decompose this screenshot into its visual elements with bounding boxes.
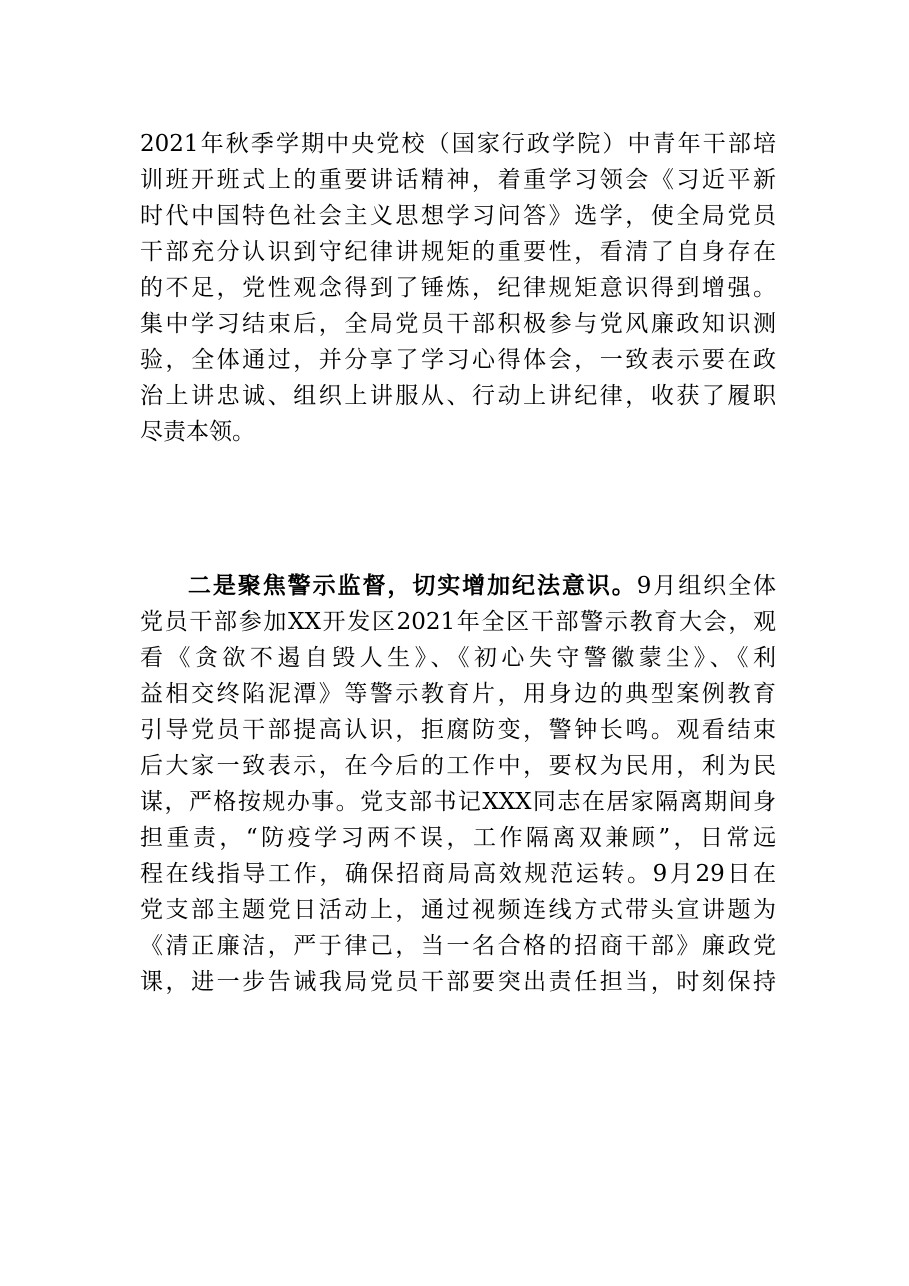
text-line: 看《贪欲不遏自毁人生》、《初心失守警徽蒙尘》、《利 bbox=[140, 645, 776, 671]
text-line: 益相交终陷泥潭》等警示教育片，用身边的典型案例教育 bbox=[140, 681, 776, 707]
text-line: 谋，严格按规办事。党支部书记XXX同志在居家隔离期间身 bbox=[140, 789, 776, 815]
text-line: 尽责本领。 bbox=[140, 419, 255, 445]
text-line: 后大家一致表示，在今后的工作中，要权为民用，利为民 bbox=[140, 753, 776, 779]
text-line: 党支部主题党日活动上，通过视频连线方式带头宣讲题为 bbox=[140, 897, 776, 923]
paragraph-2 bbox=[140, 568, 776, 1000]
text-line: 治上讲忠诚、组织上讲服从、行动上讲纪律，收获了履职 bbox=[140, 383, 776, 409]
text-line: 程在线指导工作，确保招商局高效规范运转。9月29日在 bbox=[140, 861, 776, 887]
heading-continuation: 9月组织全体 bbox=[636, 573, 776, 599]
text-line: 干部充分认识到守纪律讲规矩的重要性，看清了自身存在 bbox=[140, 239, 776, 265]
text-line: 2021年秋季学期中央党校（国家行政学院）中青年干部培 bbox=[140, 131, 776, 157]
text-line: 验，全体通过，并分享了学习心得体会，一致表示要在政 bbox=[140, 347, 776, 373]
text-line: 党员干部参加XX开发区2021年全区干部警示教育大会，观 bbox=[140, 609, 776, 635]
text-line: 担重责，“防疫学习两不误，工作隔离双兼顾”，日常远 bbox=[140, 825, 776, 851]
text-line: 集中学习结束后，全局党员干部积极参与党风廉政知识测 bbox=[140, 311, 776, 337]
text-line: 《清正廉洁，严于律己，当一名合格的招商干部》廉政党 bbox=[140, 933, 776, 959]
text-line-first bbox=[140, 568, 776, 604]
text-line: 时代中国特色社会主义思想学习问答》选学，使全局党员 bbox=[140, 203, 776, 229]
text-line: 引导党员干部提高认识，拒腐防变，警钟长鸣。观看结束 bbox=[140, 717, 776, 743]
text-line: 课，进一步告诫我局党员干部要突出责任担当，时刻保持 bbox=[140, 969, 776, 995]
text-line: 的不足，党性观念得到了锤炼，纪律规矩意识得到增强。 bbox=[140, 275, 776, 301]
text-line: 训班开班式上的重要讲话精神，着重学习领会《习近平新 bbox=[140, 167, 776, 193]
paragraph-1 bbox=[140, 126, 776, 450]
paragraph-heading: 二是聚焦警示监督，切实增加纪法意识。 bbox=[186, 572, 637, 599]
